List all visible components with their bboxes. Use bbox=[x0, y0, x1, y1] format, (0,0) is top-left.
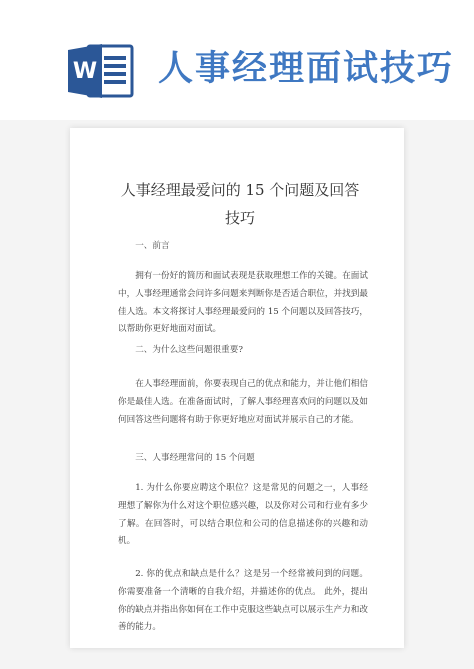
banner-title: 人事经理面试技巧 bbox=[158, 49, 455, 89]
document-title: 人事经理最爱问的 15 个问题及回答技巧 bbox=[120, 181, 360, 227]
svg-text:W: W bbox=[72, 59, 98, 84]
paragraph-intro: 拥有一份好的简历和面试表现是获取理想工作的关键。在面试中，人事经理通常会问许多问题来判断你是否适合职位，并找到最佳人选。本文将探讨人事经理最爱问的 15 个问题以及回答技巧，以帮助你更好地面对面试。 bbox=[118, 271, 368, 335]
section-heading-importance: 二、为什么这些问题很重要? bbox=[135, 345, 243, 355]
paragraph-question-2: 2. 你的优点和缺点是什么？这是另一个经常被问到的问题。你需要准备一个清晰的自我介绍，并描述你的优点。 此外，提出你的缺点并指出你如何在工作中克服这些缺点可以展示生产力和改善的能力。 bbox=[118, 569, 368, 633]
top-banner bbox=[0, 0, 474, 120]
document-page bbox=[70, 128, 404, 648]
word-document-icon bbox=[66, 42, 136, 100]
section-heading-intro: 一、前言 bbox=[135, 241, 170, 251]
paragraph-question-1: 1. 为什么你要应聘这个职位？这是常见的问题之一，人事经理想了解你为什么对这个职位感兴趣，以及你对公司和行业有多少了解。在回答时，可以结合职位和公司的信息描述你的兴趣和动机。 bbox=[118, 483, 368, 547]
paragraph-importance: 在人事经理面前，你要表现自己的优点和能力，并让他们相信你是最佳人选。在准备面试时，了解人事经理喜欢问的问题以及如何回答这些问题将有助于你更好地应对面试并展示自己的才能。 bbox=[118, 379, 368, 425]
section-heading-questions: 三、人事经理常问的 15 个问题 bbox=[135, 453, 255, 463]
